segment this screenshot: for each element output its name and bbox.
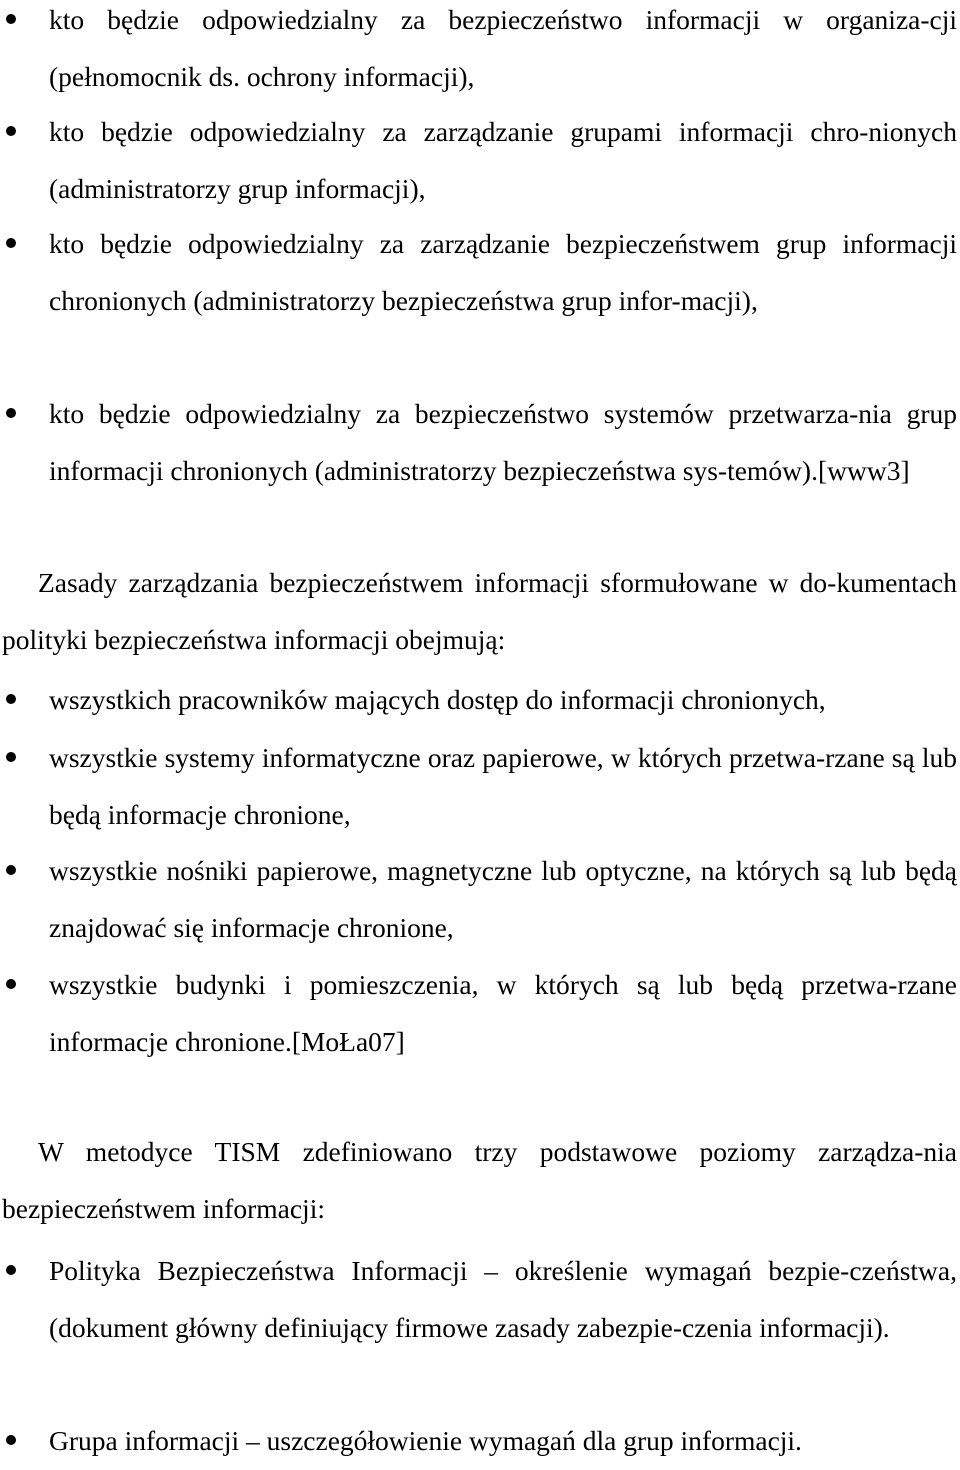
list-item-text: Polityka Bezpieczeństwa Informacji – określenie wymagań bezpie-czeństwa, (dokument główny definiujący firmowe zasady zabezpie-czenia informacji). (49, 1255, 957, 1343)
bullet-icon (6, 979, 16, 989)
bullet-icon (6, 694, 16, 704)
bullet-icon (6, 126, 16, 136)
list-item-text: kto będzie odpowiedzialny za bezpieczeństwo systemów przetwarza-nia grup informacji chronionych (administratorzy bezpieczeństwa sys-temów).[www3] (49, 398, 957, 486)
bullet-icon (6, 238, 16, 248)
list-item-text: kto będzie odpowiedzialny za zarządzanie bezpieczeństwem grup informacji chronionych (administratorzy bezpieczeństwa grup infor-macji), (49, 228, 957, 316)
list-item (49, 843, 957, 957)
list-item (49, 672, 957, 729)
bullet-icon (6, 1265, 16, 1275)
list-item-text: wszystkich pracowników mających dostęp do informacji chronionych, (49, 684, 826, 715)
list-item-text: wszystkie nośniki papierowe, magnetyczne lub optyczne, na których są lub będą znajdować się informacje chronione, (49, 855, 957, 943)
bullet-icon (6, 14, 16, 24)
list-item (49, 1243, 957, 1357)
list-item-text: kto będzie odpowiedzialny za zarządzanie grupami informacji chro-nionych (administratorzy grup informacji), (49, 116, 957, 204)
list-item-text: wszystkie systemy informatyczne oraz papierowe, w których przetwa-rzane są lub będą informacje chronione, (49, 742, 957, 830)
list-item (49, 104, 957, 218)
list-item (49, 730, 957, 844)
list-item (49, 957, 957, 1071)
bullet-icon (6, 408, 16, 418)
list-item-text: Grupa informacji – uszczegółowienie wymagań dla grup informacji. (49, 1425, 802, 1456)
bullet-icon (6, 1435, 16, 1445)
list-item-text: kto będzie odpowiedzialny za bezpieczeństwo informacji w organiza-cji (pełnomocnik ds. ochrony informacji), (49, 4, 957, 92)
list-item (49, 216, 957, 330)
list-item (49, 386, 957, 500)
list-item (49, 1413, 957, 1470)
list-item-text: wszystkie budynki i pomieszczenia, w których są lub będą przetwa-rzane informacje chronione.[MoŁa07] (49, 969, 957, 1057)
paragraph: Zasady zarządzania bezpieczeństwem informacji sformułowane w do-kumentach polityki bezpieczeństwa informacji obejmują: (2, 567, 957, 655)
list-item (49, 0, 957, 106)
bullet-icon (6, 865, 16, 875)
paragraph: W metodyce TISM zdefiniowano trzy podstawowe poziomy zarządza-nia bezpieczeństwem informacji: (2, 1136, 957, 1224)
bullet-icon (6, 752, 16, 762)
